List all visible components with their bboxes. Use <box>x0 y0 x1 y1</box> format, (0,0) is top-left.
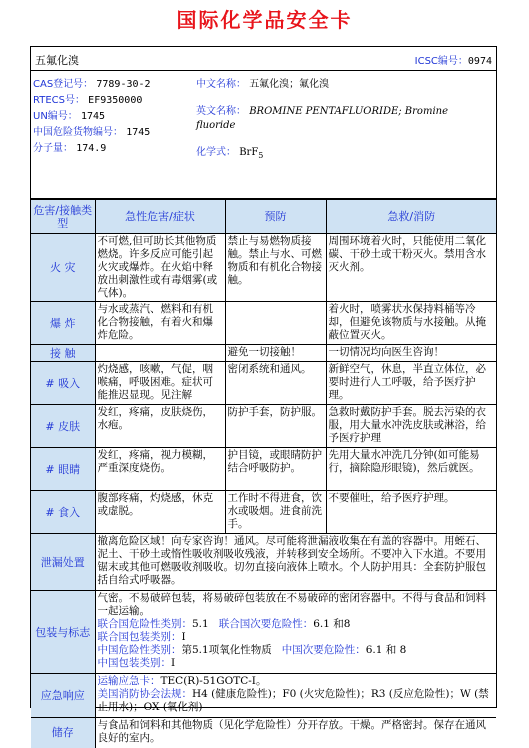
cas-label: CAS登记号： <box>33 79 94 90</box>
col-header-symptoms: 急性危害/症状 <box>95 200 225 234</box>
row-explosion-category: 爆 炸 <box>31 302 95 345</box>
row-ingestion-aid: 不要催吐，给予医疗护理。 <box>326 491 496 534</box>
col-header-type: 危害/接触类型 <box>31 200 95 234</box>
ename-line <box>196 105 481 133</box>
un-class-value: 5.1 <box>192 618 209 630</box>
cn-line <box>33 123 150 138</box>
row-eyes-aid: 先用大量水冲洗几分钟(如可能易行，摘除隐形眼镜)，然后就医。 <box>326 448 496 491</box>
icsc-label: ICSC编号： <box>414 56 468 67</box>
table-row <box>31 362 496 405</box>
row-eyes-prevention: 护目镜，或眼睛防护结合呼吸防护。 <box>225 448 326 491</box>
row-fire-aid: 周围环境着火时，只能使用二氧化碳、干砂土或干粉灭火。禁用含水灭火剂。 <box>326 234 496 302</box>
un-line <box>33 107 105 122</box>
identifiers-block <box>31 71 496 199</box>
emergency-card-value: TEC(R)-51GOTC-I。 <box>160 675 267 687</box>
row-contact-aid: 一切情况均向医生咨询！ <box>326 345 496 362</box>
page-title: 国际化学品安全卡 <box>176 8 353 32</box>
cname-line <box>196 75 329 90</box>
pack-un-pack-line <box>98 631 495 644</box>
row-fire-symptoms: 不可燃,但可助长其他物质燃烧。许多反应可能引起火灾或爆炸。在火焰中释放出刺激性或有毒烟雾(或气体)。 <box>95 234 225 302</box>
mw-line <box>33 139 106 154</box>
leak-text: 撤离危险区域！向专家咨询！通风。尽可能将泄漏液收集在有盖的容器中。用蛭石、泥土、干砂土或惰性吸收剂吸收残液，并转移到安全场所。不要冲入下水道。不要用锯末或其他可燃吸收剂吸收。切勿直接向液体上喷水。个人防护用具：全套防护服包括自给式呼吸器。 <box>95 534 496 591</box>
un-pack-label: 联合国包装类别： <box>97 631 182 643</box>
row-inhalation-category: # 吸入 <box>31 362 95 405</box>
row-fire-prevention: 禁止与易燃物质接触。禁止与水、可燃物质和有机化合物接触。 <box>225 234 326 302</box>
row-inhalation-symptoms: 灼烧感，咳嗽，气促，咽喉痛，呼吸困难。症状可能推迟显现。见注解 <box>95 362 225 405</box>
cn-class-label: 中国危险性类别： <box>97 644 182 656</box>
table-row <box>31 405 496 448</box>
col-header-aid: 急救/消防 <box>326 200 496 234</box>
table-row <box>31 345 496 362</box>
pack-cn-line <box>98 644 495 657</box>
un-sub-value: 6.1 和8 <box>313 618 351 630</box>
cn-sub-label: 中国次要危险性： <box>281 644 366 656</box>
leak-category: 泄漏处置 <box>31 534 95 591</box>
row-skin-aid: 急救时戴防护手套。脱去污染的衣服，用大量水冲洗皮肤或淋浴，给予医疗护理 <box>326 405 496 448</box>
table-row <box>31 718 496 748</box>
emergency-category: 应急响应 <box>31 674 95 718</box>
un-sub-label: 联合国次要危险性： <box>218 618 314 630</box>
cas-line <box>33 75 151 90</box>
row-explosion-symptoms: 与水或蒸汽、燃料和有机化合物接触，有着火和爆炸危险。 <box>95 302 225 345</box>
table-row <box>31 302 496 345</box>
emergency-nfpa-label: 美国消防协会法规： <box>97 688 192 700</box>
row-skin-category: # 皮肤 <box>31 405 95 448</box>
cn-pack-label: 中国包装类别： <box>97 657 171 669</box>
row-explosion-prevention <box>225 302 326 345</box>
pack-cn-pack-line <box>98 657 495 670</box>
table-row <box>31 491 496 534</box>
cn-class-value: 第5.1项氧化性物质 <box>181 644 272 656</box>
row-fire-category: 火 灾 <box>31 234 95 302</box>
row-ingestion-category: # 食入 <box>31 491 95 534</box>
cn-label: 中国危险货物编号： <box>33 127 123 138</box>
ename-label: 英文名称： <box>196 106 246 117</box>
formula-label: 化学式： <box>196 147 236 158</box>
un-pack-value: I <box>181 631 186 643</box>
un-class-label: 联合国危险性类别： <box>97 618 192 630</box>
formula-line <box>196 143 263 160</box>
un-label: UN编号： <box>33 111 78 122</box>
table-row <box>31 534 496 591</box>
formula-value: BrF <box>239 147 259 158</box>
rtecs-label: RTECS号： <box>33 95 85 106</box>
pack-text: 气密。不易破碎包装，将易破碎包装放在不易破碎的密闭容器中。不得与食品和饲料一起运输。 <box>97 592 486 617</box>
pack-un-line <box>98 618 495 631</box>
row-inhalation-prevention: 密闭系统和通风。 <box>225 362 326 405</box>
rtecs-line <box>33 91 142 106</box>
icsc-number <box>415 52 492 67</box>
pack-category: 包装与标志 <box>31 591 95 674</box>
row-contact-prevention: 避免一切接触！ <box>225 345 326 362</box>
un-value: 1745 <box>81 111 106 122</box>
ename-value: BROMINE PENTAFLUORIDE; Bromine fluoride <box>196 106 448 131</box>
row-contact-symptoms-empty <box>95 345 225 362</box>
row-skin-prevention: 防护手套，防护服。 <box>225 405 326 448</box>
table-row <box>31 448 496 491</box>
icsc-value: 0974 <box>467 56 492 67</box>
formula-subscript: 5 <box>258 151 264 160</box>
pack-content <box>95 591 496 674</box>
row-eyes-symptoms: 发红，疼痛，视力模糊，严重深度烧伤。 <box>95 448 225 491</box>
emergency-nfpa-line <box>98 688 495 714</box>
row-eyes-category: # 眼睛 <box>31 448 95 491</box>
rtecs-value: EF9350000 <box>88 95 143 106</box>
cas-value: 7789-30-2 <box>96 79 151 90</box>
hazard-table-header <box>31 200 496 234</box>
row-explosion-aid: 着火时，喷雾状水保持料桶等冷却，但避免该物质与水接触。从掩蔽位置灭火。 <box>326 302 496 345</box>
cn-sub-value: 6.1 和 8 <box>365 644 407 656</box>
row-inhalation-aid: 新鲜空气，休息，半直立体位，必要时进行人工呼吸，给予医疗护理。 <box>326 362 496 405</box>
emergency-nfpa-value: H4 (健康危险性)；F0 (火灾危险性)；R3 (反应危险性)；W (禁止用水)；OX (氧化剂) <box>97 688 489 713</box>
cname-value: 五氟化溴；氟化溴 <box>249 79 330 90</box>
table-row <box>31 674 496 718</box>
mw-label: 分子量： <box>33 143 73 154</box>
mw-value: 174.9 <box>76 143 107 154</box>
table-row <box>31 591 496 674</box>
cn-pack-value: I <box>171 657 176 669</box>
card-header <box>31 47 496 71</box>
emergency-card-line <box>98 675 495 688</box>
row-skin-symptoms: 发红，疼痛，皮肤烧伤，水疱。 <box>95 405 225 448</box>
cname-label: 中文名称： <box>196 79 246 90</box>
row-ingestion-symptoms: 腹部疼痛，灼烧感，休克或虚脱。 <box>95 491 225 534</box>
storage-text: 与食品和饲料和其他物质（见化学危险性）分开存放。干燥。严格密封。保存在通风良好的室内。 <box>95 718 496 748</box>
safety-card <box>30 46 497 744</box>
chemical-name: 五氟化溴 <box>35 54 79 67</box>
row-ingestion-prevention: 工作时不得进食，饮水或吸烟。进食前洗手。 <box>225 491 326 534</box>
col-header-prevention: 预防 <box>225 200 326 234</box>
row-contact-category: 接 触 <box>31 345 95 362</box>
cn-value: 1745 <box>126 127 151 138</box>
emergency-content <box>95 674 496 718</box>
table-row <box>31 234 496 302</box>
storage-category: 储存 <box>31 718 95 748</box>
hazard-table <box>31 199 496 748</box>
emergency-card-label: 运输应急卡： <box>97 675 161 687</box>
